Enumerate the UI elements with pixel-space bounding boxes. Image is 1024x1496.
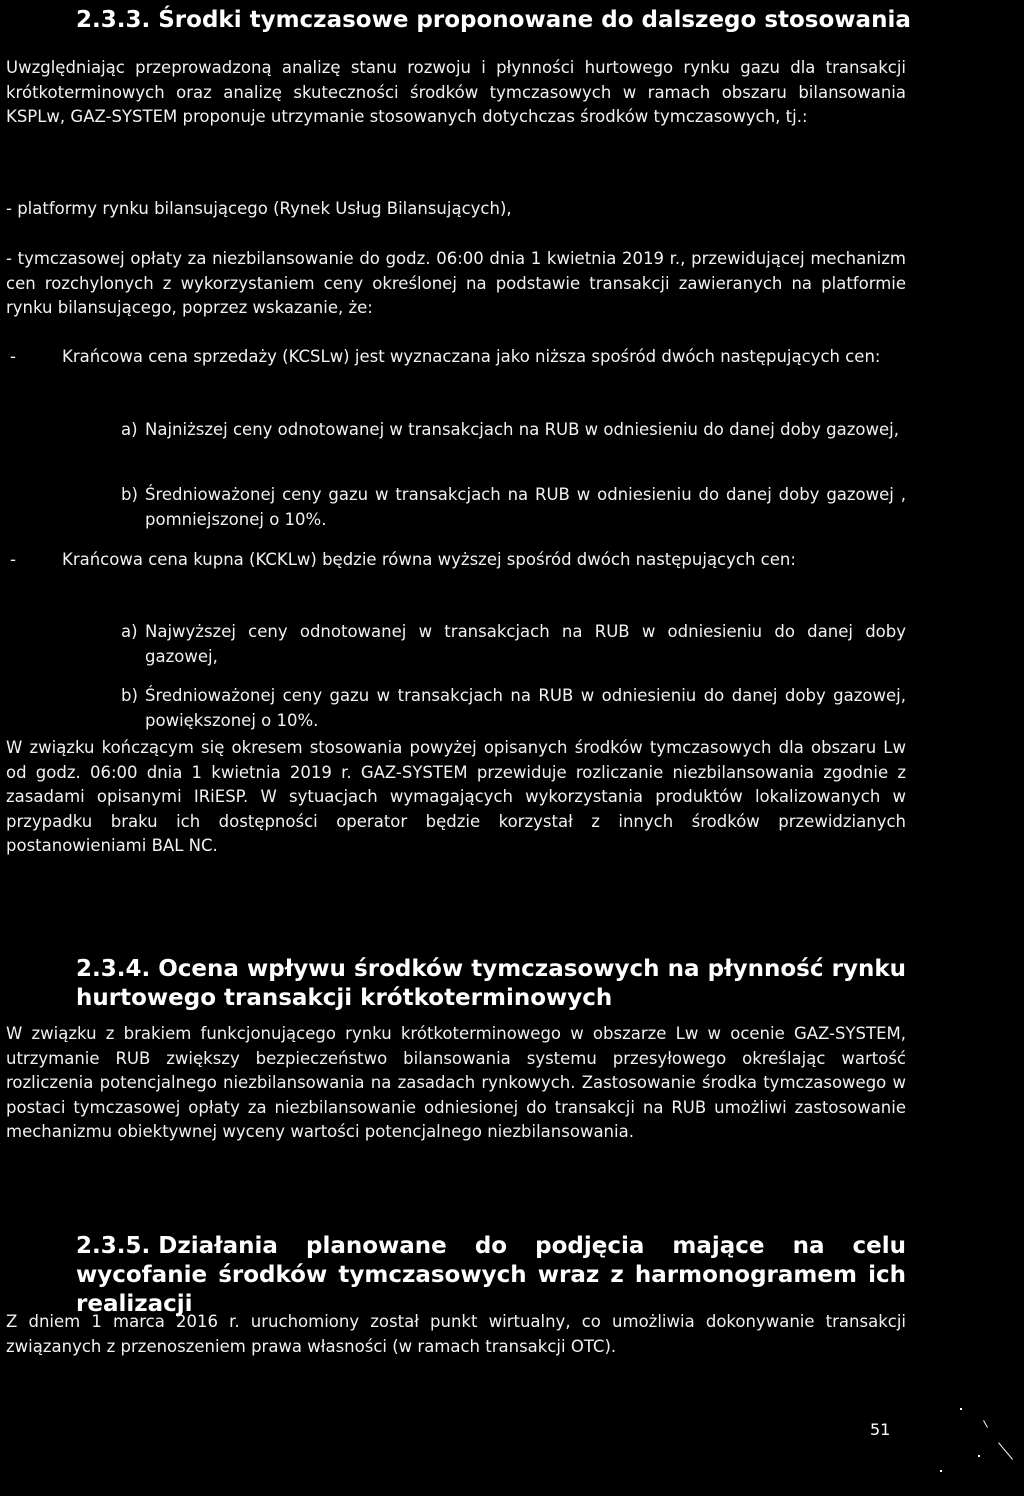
scan-speck [998, 1442, 1013, 1459]
sub-item-text: Najniższej ceny odnotowanej w transakcjach na RUB w odniesieniu do danej doby gazowej, [145, 420, 899, 439]
heading-2-3-5 [76, 1232, 906, 1319]
scan-speck [978, 1455, 980, 1457]
heading-number: 2.3.5. [76, 1233, 151, 1259]
list-item-text: Krańcowa cena kupna (KCKLw) będzie równa wyższej spośród dwóch następujących cen: [62, 550, 796, 569]
sub-item-label: b) [121, 686, 138, 705]
list-item-sale-price [6, 345, 906, 395]
sub-item-label: b) [121, 485, 138, 504]
page-number: 51 [870, 1420, 891, 1439]
heading-title: Ocena wpływu środków tymczasowych na płynność rynku hurtowego transakcji krótkoterminowych [76, 956, 906, 1011]
paragraph-assessment: W związku z brakiem funkcjonującego rynku krótkoterminowego w obszarze Lw w ocenie GAZ-SYSTEM, utrzymanie RUB zwiększy bezpieczeństwo bilansowania systemu przesyłowego określając wartość rozliczenia potencjalnego niezbilansowania na zasadach rynkowych. Zastosowanie środka tymczasowego w postaci tymczasowej opłaty za niezbilansowanie odniesionej do transakcji na RUB umożliwi zastosowanie mechanizmu obiektywnej wyceny wartości potencjalnego niezbilansowania. [6, 1024, 906, 1141]
list-item-text: Krańcowa cena sprzedaży (KCSLw) jest wyznaczana jako niższa spośród dwóch następujących cen: [62, 347, 881, 366]
paragraph-intro: Uwzględniając przeprowadzoną analizę stanu rozwoju i płynności hurtowego rynku gazu dla transakcji krótkoterminowych oraz analizę skuteczności środków tymczasowych w ramach obszaru bilansowania KSPLw, GAZ-SYSTEM proponuje utrzymanie stosowanych dotychczas środków tymczasowych, tj.: [6, 58, 906, 126]
scan-speck [940, 1470, 942, 1472]
scan-speck [983, 1420, 988, 1427]
sub-item-text: Średnioważonej ceny gazu w transakcjach na RUB w odniesieniu do danej doby gazowej, powiększonej o 10%. [145, 686, 906, 730]
dash-marker: - [10, 550, 16, 569]
paragraph-temporary-fee: - tymczasowej opłaty za niezbilansowanie do godz. 06:00 dnia 1 kwietnia 2019 r., przewidującej mechanizm cen rozchylonych z wykorzystaniem ceny określonej na podstawie transakcji zawieranych na platformie rynku bilansującego, poprzez wskazanie, że: [6, 249, 906, 317]
heading-title: Działania planowane do podjęcia mające na celu wycofanie środków tymczasowych wraz z harmonogramem ich realizacji [76, 1233, 906, 1317]
paragraph-platform: - platformy rynku bilansującego (Rynek Usług Bilansujących), [6, 199, 512, 218]
heading-number: 2.3.4. [76, 956, 151, 982]
heading-2-3-4 [76, 955, 906, 1013]
paragraph-settlement: W związku kończącym się okresem stosowania powyżej opisanych środków tymczasowych dla obszaru Lw od godz. 06:00 dnia 1 kwietnia 2019 r. GAZ-SYSTEM przewiduje rozliczanie niezbilansowania zgodnie z zasadami opisanymi IRiESP. W sytuacjach wymagających wykorzystania produktów lokalizowanych w przypadku braku ich dostępności operator będzie korzystał z innych środków przewidzianych postanowieniami BAL NC. [6, 738, 906, 855]
paragraph-virtual-point: Z dniem 1 marca 2016 r. uruchomiony został punkt wirtualny, co umożliwia dokonywanie transakcji związanych z przenoszeniem prawa własności (w ramach transakcji OTC). [6, 1312, 906, 1356]
sub-item-label: a) [121, 420, 138, 439]
sub-item-text: Najwyższej ceny odnotowanej w transakcjach na RUB w odniesieniu do danej doby gazowej, [145, 622, 906, 666]
heading-title: Środki tymczasowe proponowane do dalszego stosowania [158, 7, 911, 33]
heading-number: 2.3.3. [76, 7, 151, 33]
sub-item-label: a) [121, 622, 138, 641]
list-item-purchase-price [6, 548, 906, 598]
scan-speck [960, 1408, 962, 1410]
heading-2-3-3 [76, 6, 976, 35]
dash-marker: - [10, 347, 16, 366]
sub-item-text: Średnioważonej ceny gazu w transakcjach na RUB w odniesieniu do danej doby gazowej , pomniejszonej o 10%. [145, 485, 906, 529]
